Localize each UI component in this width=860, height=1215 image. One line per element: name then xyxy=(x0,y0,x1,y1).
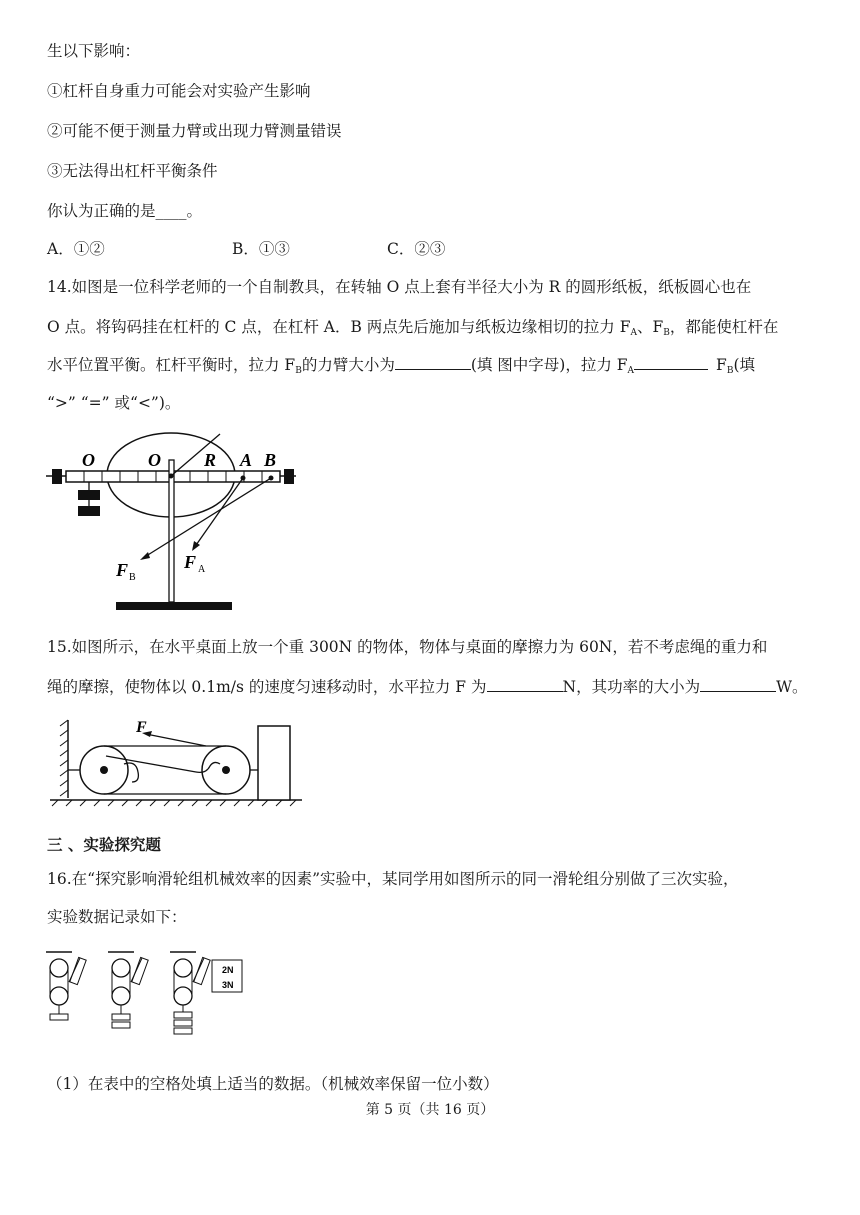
q14-line-2 xyxy=(47,315,778,338)
q14-line-1: 14.如图是一位科学老师的一个自制教具，在转轴 O 点上套有半径大小为 R 的圆形纸板，纸板圆心也在 xyxy=(47,278,752,296)
q13-option-c: C．②③ xyxy=(387,240,446,258)
q14-line-3-b: 的力臂大小为 xyxy=(301,356,395,374)
stand-base xyxy=(116,602,232,610)
q16-line-1: 16.在“探究影响滑轮组机械效率的因素”实验中，某同学用如图所示的同一滑轮组分别做了三次实验， xyxy=(47,870,739,888)
block-object xyxy=(258,726,290,800)
q16-sub-question-1: （1）在表中的空格处填上适当的数据。（机械效率保留一位小数） xyxy=(47,1075,499,1093)
q14-line-3-d: F xyxy=(716,356,727,374)
q15-line-2 xyxy=(47,675,808,697)
q15-line-2-c: W。 xyxy=(776,678,808,696)
stand-pole xyxy=(169,460,174,602)
label-3n: 3N xyxy=(222,980,234,990)
q13-statement-2: ②可能不便于测量力臂或出现力臂测量错误 xyxy=(47,122,342,140)
label-b: B xyxy=(264,450,277,470)
q13-question: 你认为正确的是____。 xyxy=(47,202,203,220)
q14-line-3-a: 水平位置平衡。杠杆平衡时，拉力 F xyxy=(47,356,296,374)
page-footer: 第 5 页（共 16 页） xyxy=(365,1102,495,1118)
q15-line-2-a: 绳的摩擦，使物体以 0.1m/s 的速度匀速移动时，水平拉力 F 为 xyxy=(47,678,487,696)
q14-line-3-c: (填 图中字母)，拉力 F xyxy=(470,356,628,374)
q15-pulley-figure xyxy=(46,716,304,808)
label-2n: 2N xyxy=(222,965,234,975)
q15-line-2-b: N，其功率的大小为 xyxy=(562,678,701,696)
q14-sub-b: B xyxy=(663,328,670,338)
hook-weight-1 xyxy=(78,490,100,500)
force-fb-line xyxy=(143,478,271,558)
q14-line-2-mid: 、F xyxy=(636,318,664,336)
hook-weight-2 xyxy=(78,506,100,516)
q14-line-3-sub-a: A xyxy=(627,366,635,376)
q13-option-a: A．①② xyxy=(47,240,105,258)
label-r: R xyxy=(204,450,217,470)
q14-line-4: “>” “=” 或“<”)。 xyxy=(47,394,181,412)
label-o-left: O xyxy=(82,450,95,470)
label-fa: F xyxy=(184,552,197,572)
q13-intro: 生以下影响： xyxy=(47,42,141,60)
q13-statement-3: ③无法得出杠杆平衡条件 xyxy=(47,162,218,180)
q15-line-1: 15.如图所示，在水平桌面上放一个重 300N 的物体，物体与桌面的摩擦力为 60N，若不考虑绳的重力和 xyxy=(47,638,768,656)
q16-line-2: 实验数据记录如下： xyxy=(47,908,187,926)
q14-blank-2[interactable] xyxy=(634,355,708,370)
q14-line-2-end: ，都能使杠杆在 xyxy=(669,318,779,336)
q14-line-3 xyxy=(47,353,755,376)
q14-line-2-text: O 点。将钩码挂在杠杆的 C 点，在杠杆 A．B 两点先后施加与纸板边缘相切的拉力 F xyxy=(47,318,631,336)
label-fb-sub: B xyxy=(129,572,136,583)
q13-option-b: B．①③ xyxy=(232,240,290,258)
label-fb: F xyxy=(116,560,129,580)
q14-line-3-e: (填 xyxy=(733,356,755,374)
q15-blank-force[interactable] xyxy=(487,677,563,692)
q16-pulley-figure xyxy=(44,948,246,1040)
q13-statement-1: ①杠杆自身重力可能会对实验产生影响 xyxy=(47,82,311,100)
q14-line-3-sub-b: B xyxy=(295,366,302,376)
label-f: F xyxy=(136,719,147,736)
q14-sub-a: A xyxy=(630,328,637,338)
q14-lever-figure xyxy=(44,430,306,616)
section-3-title: 三 、实验探究题 xyxy=(47,835,161,854)
label-fa-sub: A xyxy=(198,564,206,575)
label-a: A xyxy=(240,450,253,470)
label-o-center: O xyxy=(148,450,161,470)
force-fa-line xyxy=(194,478,243,548)
q14-blank-1[interactable] xyxy=(395,355,471,370)
q14-line-3-sub-b2: B xyxy=(726,366,734,376)
q15-blank-power[interactable] xyxy=(700,677,776,692)
